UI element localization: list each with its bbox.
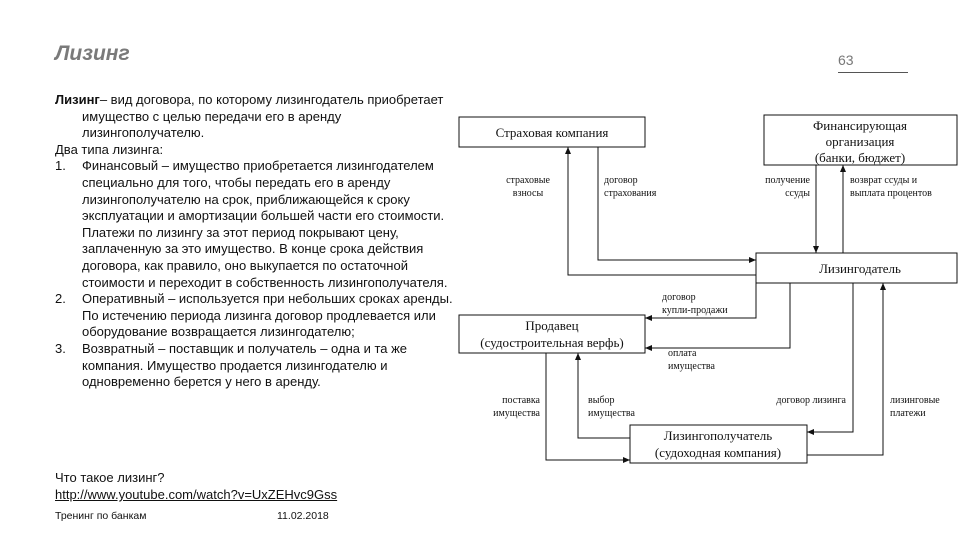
loan-repayment-label-1: возврат ссуды и [850,175,918,186]
property-payment-label-2: имущества [668,361,715,372]
leasing-payments-label-1: лизинговые [890,395,940,406]
list-text: Финансовый – имущество приобретается лизингодателем специально для того, чтобы передать его в аренду лизингополучателю на срок, приближающейся к сроку эксплуатации и амортизации большей части его стоимости. Платежи по лизингу за этот период покрывают цену, заплаченную за это имущество. В конце срока действия договора, как правило, оно выкупается по остаточной стоимости и переходит в собственность лизингополучателя. [82,158,448,290]
lessee-label-1: Лизингополучатель [663,428,773,443]
page-number: 63 [838,52,854,68]
list-number: 1. [55,158,66,174]
seller-label-2: (судостроительная верфь) [480,335,624,350]
property-supply-arrow [546,353,630,460]
property-payment-label-1: оплата [668,348,697,359]
leasing-payments-arrow [807,283,883,455]
leasing-contract-arrow [807,283,853,432]
seller-label-1: Продавец [525,318,579,333]
loan-receipt-label-2: ссуды [785,188,810,199]
insurance-company-label: Страховая компания [495,125,609,140]
lessee-label-2: (судоходная компания) [654,445,782,460]
purchase-contract-label-1: договор [662,292,696,303]
slide-title: Лизинг [55,42,130,65]
video-link[interactable]: http://www.youtube.com/watch?v=UxZEHvc9Gss [55,487,338,502]
property-supply-label-1: поставка [502,395,540,406]
types-intro: Два типа лизинга: [55,141,164,157]
insurance-contract-arrow [598,147,756,260]
insurance-fees-label-2: взносы [512,188,544,199]
question-text: Что такое лизинг? [55,470,165,485]
loan-repayment-label-2: выплата процентов [850,188,932,199]
property-choice-label-2: имущества [588,408,635,419]
insurance-fees-label-1: страховые [506,175,550,186]
list-text: Оперативный – используется при небольших сроках аренды. По истечению периода лизинга договор продлевается или оборудование возвращается лизингодателю; [82,291,453,340]
loan-receipt-label-1: получение [765,175,810,186]
insurance-contract-label-2: страхования [604,188,657,199]
leasing-payments-label-2: платежи [890,408,926,419]
insurance-fees-arrow [568,147,756,275]
definition-text: – вид договора, по которому лизингодатель приобретает имущество с целью передачи его в аренду лизингополучателю. [82,92,444,141]
purchase-contract-label-2: купли-продажи [662,305,728,316]
list-text: Возвратный – поставщик и получатель – одна и та же компания. Имущество продается лизингодателю и одновременно берется у него в аренду. [82,340,408,390]
financing-label-1: Финансирующая [813,118,907,133]
list-number: 2. [55,291,66,307]
leasing-contract-label: договор лизинга [776,395,846,406]
financing-label-2: организация [825,134,895,149]
property-choice-label-1: выбор [588,395,615,406]
financing-label-3: (банки, бюджет) [814,150,906,165]
insurance-contract-label-1: договор [604,175,638,186]
footer-date: 11.02.2018 [277,510,329,522]
property-supply-label-2: имущества [493,408,540,419]
definition-term: Лизинг [55,92,100,107]
list-number: 3. [55,340,66,356]
lessor-label: Лизингодатель [819,261,901,276]
footer-label: Тренинг по банкам [55,510,147,522]
